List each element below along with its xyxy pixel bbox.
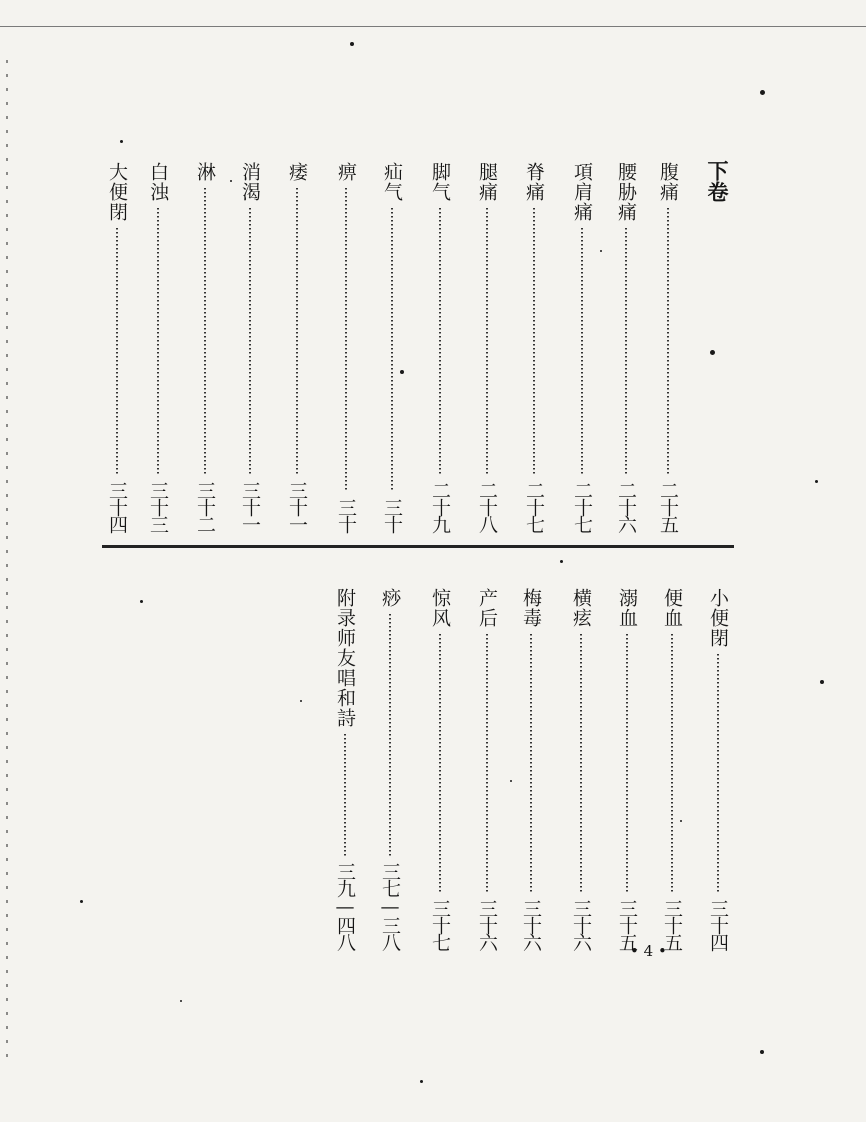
entry-page: 三十三 bbox=[147, 481, 169, 532]
entry-title: 横痃 bbox=[570, 588, 592, 628]
entry-page: 三七—三八 bbox=[379, 862, 401, 950]
entry-title: 产后 bbox=[476, 588, 498, 628]
top-rule bbox=[0, 26, 866, 27]
entry-title: 疝气 bbox=[381, 162, 403, 202]
dot-leader bbox=[581, 228, 583, 475]
toc-lower-entry bbox=[661, 588, 683, 950]
scan-speck bbox=[400, 370, 404, 374]
toc-lower-entry bbox=[476, 588, 498, 950]
toc-upper-entry bbox=[106, 162, 128, 532]
binding-edge bbox=[6, 60, 8, 1060]
entry-title: 便血 bbox=[661, 588, 683, 628]
dot-leader bbox=[439, 634, 441, 893]
entry-title: 脊痛 bbox=[523, 162, 545, 202]
scan-speck bbox=[560, 560, 563, 563]
entry-title: 痿 bbox=[286, 162, 308, 182]
entry-title: 白浊 bbox=[147, 162, 169, 202]
dot-leader bbox=[580, 634, 582, 893]
toc-upper-entry bbox=[429, 162, 451, 532]
entry-page: 三十 bbox=[381, 498, 403, 532]
dot-leader bbox=[717, 654, 719, 893]
dot-leader bbox=[439, 208, 441, 475]
scan-speck bbox=[760, 90, 765, 95]
entry-title: 附录师友唱和詩 bbox=[334, 588, 356, 728]
toc-upper-entry bbox=[615, 162, 637, 532]
dot-leader bbox=[249, 208, 251, 475]
scan-speck bbox=[80, 900, 83, 903]
entry-page: 二十八 bbox=[476, 481, 498, 532]
toc-lower-entry bbox=[379, 588, 401, 950]
dot-leader bbox=[157, 208, 159, 475]
toc-lower-entry bbox=[570, 588, 592, 950]
scan-speck bbox=[180, 1000, 182, 1002]
toc-upper-entry bbox=[657, 162, 679, 532]
page-number: • 4 • bbox=[630, 942, 667, 960]
scan-speck bbox=[680, 820, 682, 822]
toc-upper-entry bbox=[194, 162, 216, 532]
volume-heading: 下卷 bbox=[705, 160, 730, 202]
entry-title: 腰胁痛 bbox=[615, 162, 637, 222]
entry-title: 脚气 bbox=[429, 162, 451, 202]
scan-speck bbox=[420, 1080, 423, 1083]
scan-speck bbox=[140, 600, 143, 603]
entry-page: 三十六 bbox=[520, 899, 542, 950]
entry-title: 痧 bbox=[379, 588, 401, 608]
toc-lower-entry bbox=[616, 588, 638, 950]
scan-speck bbox=[120, 140, 123, 143]
toc-lower-entry bbox=[520, 588, 542, 950]
toc-lower-entry bbox=[334, 588, 356, 950]
dot-leader bbox=[625, 228, 627, 475]
dot-leader bbox=[626, 634, 628, 893]
entry-page: 三十七 bbox=[429, 899, 451, 950]
scan-speck bbox=[820, 680, 824, 684]
scan-speck bbox=[760, 1050, 764, 1054]
scan-speck bbox=[510, 780, 512, 782]
entry-page: 二十五 bbox=[657, 481, 679, 532]
dot-leader bbox=[530, 634, 532, 893]
dot-leader bbox=[671, 634, 673, 893]
scan-speck bbox=[350, 42, 354, 46]
dot-leader bbox=[345, 188, 347, 492]
entry-title: 淋 bbox=[194, 162, 216, 182]
toc-lower-entry bbox=[429, 588, 451, 950]
entry-page: 二十七 bbox=[523, 481, 545, 532]
entry-page: 三十四 bbox=[707, 899, 729, 950]
toc-lower-entry bbox=[707, 588, 729, 950]
entry-page: 三十一 bbox=[239, 481, 261, 532]
toc-upper-entry bbox=[239, 162, 261, 532]
toc-upper-entry bbox=[523, 162, 545, 532]
section-divider bbox=[102, 545, 734, 548]
entry-page: 二十七 bbox=[571, 481, 593, 532]
entry-title: 大便閉 bbox=[106, 162, 128, 222]
entry-title: 消渴 bbox=[239, 162, 261, 202]
entry-page: 三十五 bbox=[661, 899, 683, 950]
entry-page: 三九—四八 bbox=[334, 862, 356, 950]
entry-page: 三十六 bbox=[476, 899, 498, 950]
entry-title: 小便閉 bbox=[707, 588, 729, 648]
entry-page: 三十二 bbox=[194, 481, 216, 532]
entry-title: 痹 bbox=[335, 162, 357, 182]
entry-page: 三十四 bbox=[106, 481, 128, 532]
dot-leader bbox=[344, 734, 346, 856]
entry-page: 二十六 bbox=[615, 481, 637, 532]
toc-upper-entry bbox=[381, 162, 403, 532]
entry-page: 三十六 bbox=[570, 899, 592, 950]
toc-upper-entry bbox=[147, 162, 169, 532]
dot-leader bbox=[389, 614, 391, 856]
entry-page: 三十一 bbox=[286, 481, 308, 532]
scan-speck bbox=[815, 480, 818, 483]
dot-leader bbox=[296, 188, 298, 475]
entry-title: 溺血 bbox=[616, 588, 638, 628]
toc-upper-entry bbox=[571, 162, 593, 532]
entry-title: 梅毒 bbox=[520, 588, 542, 628]
entry-title: 項肩痛 bbox=[571, 162, 593, 222]
toc-upper-entry bbox=[476, 162, 498, 532]
dot-leader bbox=[116, 228, 118, 475]
scan-speck bbox=[600, 250, 602, 252]
entry-page: 二十九 bbox=[429, 481, 451, 532]
toc-upper-entry bbox=[286, 162, 308, 532]
dot-leader bbox=[533, 208, 535, 475]
entry-page: 三十五 bbox=[616, 899, 638, 950]
entry-title: 腹痛 bbox=[657, 162, 679, 202]
dot-leader bbox=[486, 208, 488, 475]
scan-speck bbox=[710, 350, 715, 355]
toc-upper-entry bbox=[335, 162, 357, 532]
dot-leader bbox=[204, 188, 206, 475]
scan-speck bbox=[300, 700, 302, 702]
entry-title: 腿痛 bbox=[476, 162, 498, 202]
dot-leader bbox=[486, 634, 488, 893]
dot-leader bbox=[667, 208, 669, 475]
dot-leader bbox=[391, 208, 393, 492]
entry-page: 三十 bbox=[335, 498, 357, 532]
scan-speck bbox=[230, 180, 232, 182]
entry-title: 惊风 bbox=[429, 588, 451, 628]
